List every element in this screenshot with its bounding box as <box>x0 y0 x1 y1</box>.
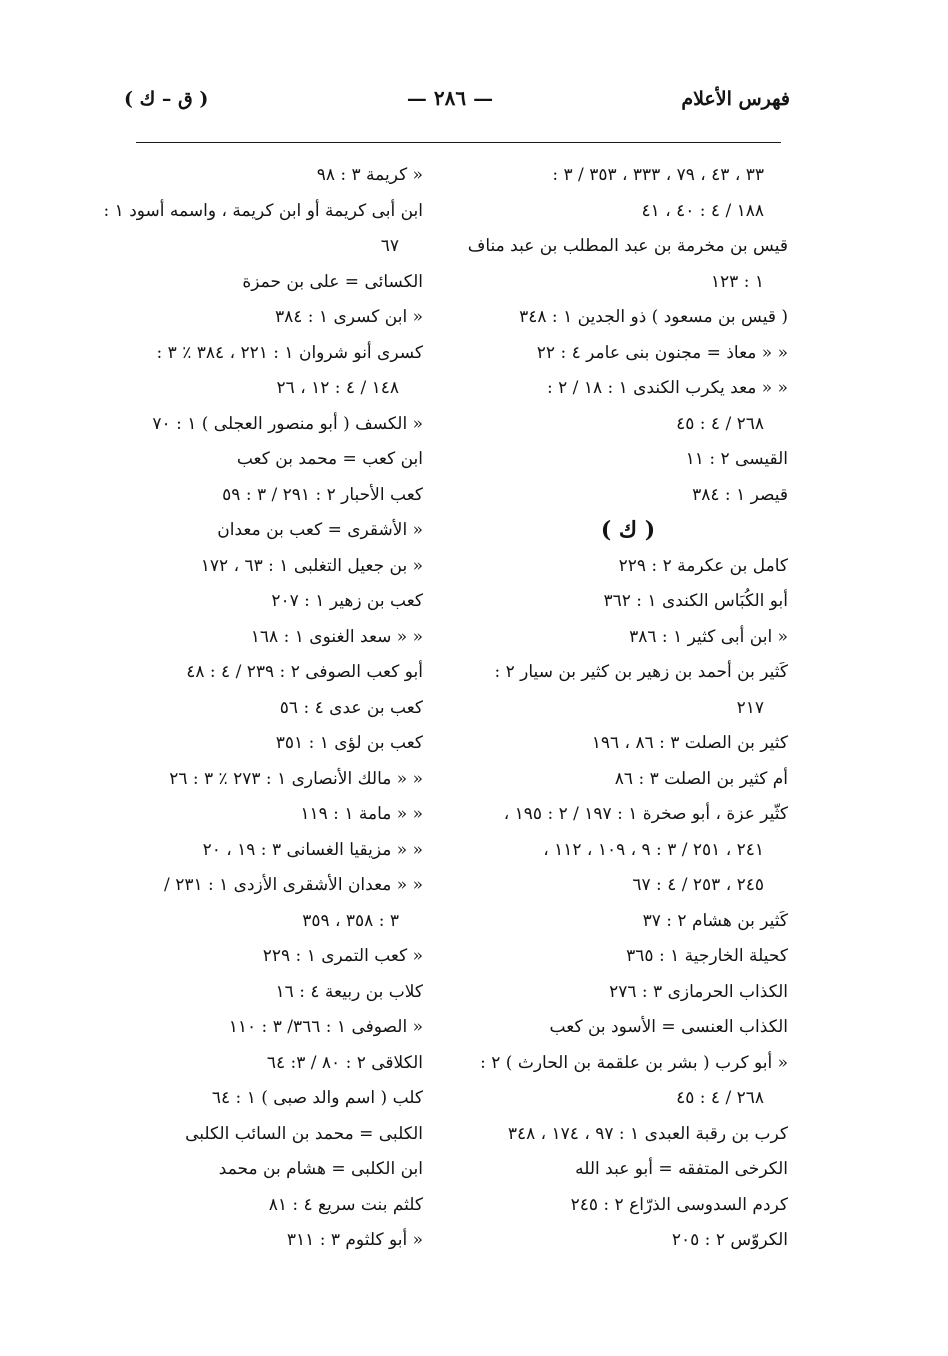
index-entry: قيس بن مخرمة بن عبد المطلب بن عبد مناف <box>467 236 788 256</box>
index-entry: كلاب بن ربيعة ٤ : ١٦ <box>275 981 423 1002</box>
index-entry: كلب ( اسم والد صبى ) ١ : ٦٤ <box>211 1088 423 1108</box>
index-entry: ٢٤٥ ، ٢٥٣ / ٤ : ٦٧ <box>632 875 764 895</box>
page-number: — ٢٨٦ — <box>406 86 494 110</box>
index-entry: ٦٧ <box>380 236 399 256</box>
index-entry: ابن كعب = محمد بن كعب <box>236 449 423 469</box>
index-entry: الكلاقى ٢ : ٨٠ / ٣: ٦٤ <box>266 1052 423 1073</box>
index-entry: « ابن أبى كثير ١ : ٣٨٦ <box>629 626 788 647</box>
index-entry: ٣٣ ، ٤٣ ، ٧٩ ، ٣٣٣ ، ٣٥٣ / ٣ : <box>552 165 764 185</box>
index-entry: « بن جعيل التغلبى ١ : ٦٣ ، ١٧٢ <box>200 555 423 576</box>
index-entry: الكذاب العنسى = الأسود بن كعب <box>549 1017 788 1037</box>
index-entry: كحيلة الخارجية ١ : ٣٦٥ <box>626 946 788 966</box>
index-entry: كثّير عزة ، أبو صخرة ١ : ١٩٧ / ٢ : ١٩٥ ، <box>503 804 788 824</box>
index-entry: « أبو كلثوم ٣ : ٣١١ <box>286 1230 423 1250</box>
index-entry: كعب بن عدى ٤ : ٥٦ <box>279 697 423 718</box>
index-entry: كعب بن زهير ١ : ٢٠٧ <box>271 591 423 611</box>
index-entry: كامل بن عكرمة ٢ : ٢٢٩ <box>618 555 788 576</box>
index-entry: أبو الكُبَاس الكندى ١ : ٣٦٢ <box>603 591 788 611</box>
index-entry: « « مامة ١ : ١١٩ <box>300 804 423 824</box>
index-entry: أم كثير بن الصلت ٣ : ٨٦ <box>614 768 788 789</box>
index-entry: ابن أبى كريمة أو ابن كريمة ، واسمه أسود ١ : <box>103 200 423 221</box>
index-entry: ( قيس بن مسعود ) ذو الجدين ١ : ٣٤٨ <box>519 307 788 327</box>
index-entry: « كعب التمرى ١ : ٢٢٩ <box>262 946 423 966</box>
index-entry: كردم السدوسى الذرّاع ٢ : ٢٤٥ <box>570 1194 788 1215</box>
index-entry: « « معدان الأشقرى الأزدى ١ : ٢٣١ / <box>164 875 423 895</box>
index-title: فهرس الأعلام <box>681 88 790 110</box>
left-column <box>3 158 423 1259</box>
index-entry: « « مزيقيا الغسانى ٣ : ١٩ ، ٢٠ <box>202 839 423 860</box>
index-entry: « « سعد الغنوى ١ : ١٦٨ <box>250 626 423 647</box>
index-entry: القيسى ٢ : ١١ <box>685 449 788 469</box>
letter-range: ( ق – ك ) <box>124 88 209 110</box>
index-entry: الكسائى = على بن حمزة <box>242 271 423 292</box>
index-entry: « أبو كرب ( بشر بن علقمة بن الحارث ) ٢ : <box>480 1052 788 1073</box>
index-entry: ٢٦٨ / ٤ : ٤٥ <box>676 413 764 434</box>
index-entry: كرب بن رقبة العبدى ١ : ٩٧ ، ١٧٤ ، ٣٤٨ <box>507 1123 788 1144</box>
page-header <box>110 84 790 124</box>
index-entry: « ابن كسرى ١ : ٣٨٤ <box>274 307 423 327</box>
index-entry: ١٨٨ / ٤ : ٤٠ ، ٤١ <box>641 200 764 221</box>
index-entry: كعب بن لؤى ١ : ٣٥١ <box>275 733 423 753</box>
index-entry: الكذاب الحرمازى ٣ : ٢٧٦ <box>609 981 788 1002</box>
index-entry: « كريمة ٣ : ٩٨ <box>316 165 423 185</box>
index-entry: أبو كعب الصوفى ٢ : ٢٣٩ / ٤ : ٤٨ <box>186 662 423 682</box>
index-entry: ٢٤١ ، ٢٥١ / ٣ : ٩ ، ١٠٩ ، ١١٢ ، <box>543 839 764 860</box>
index-entry: ٢٦٨ / ٤ : ٤٥ <box>676 1088 764 1108</box>
index-entry: كعب الأحبار ٢ : ٢٩١ / ٣ : ٥٩ <box>222 484 423 505</box>
index-entry: ٣ : ٣٥٨ ، ٣٥٩ <box>302 910 399 931</box>
right-column <box>468 158 788 1259</box>
index-entry: ابن الكلبى = هشام بن محمد <box>218 1159 423 1179</box>
index-entry: قيصر ١ : ٣٨٤ <box>692 484 788 505</box>
index-entry: كَثير بن أحمد بن زهير بن كثير بن سيار ٢ : <box>494 662 788 682</box>
index-entry: ٢١٧ <box>736 697 764 718</box>
index-entry: « الكسف ( أبو منصور العجلى ) ١ : ٧٠ <box>152 413 423 434</box>
index-entry: « « معد يكرب الكندى ١ : ١٨ / ٢ : <box>547 378 788 398</box>
index-entry: كثير بن الصلت ٣ : ٨٦ ، ١٩٦ <box>591 733 788 753</box>
index-entry: « « مالك الأنصارى ١ : ٢٧٣ ٪ ٣ : ٢٦ <box>169 768 423 789</box>
index-entry: ١٤٨ / ٤ : ١٢ ، ٢٦ <box>276 378 399 398</box>
index-entry: كَثير بن هشام ٢ : ٣٧ <box>642 910 788 931</box>
index-entry: الكروّس ٢ : ٢٠٥ <box>671 1230 788 1250</box>
index-entry: كلثم بنت سريع ٤ : ٨١ <box>268 1194 423 1215</box>
index-entry: كسرى أنو شروان ١ : ٢٢١ ، ٣٨٤ ٪ ٣ : <box>156 342 423 363</box>
index-entry: « الأشقرى = كعب بن معدان <box>217 520 423 540</box>
index-entry: ١ : ١٢٣ <box>710 271 764 292</box>
index-entry: الكلبى = محمد بن السائب الكلبى <box>185 1123 423 1144</box>
index-entry: الكرخى المتفقه = أبو عبد الله <box>575 1159 788 1179</box>
index-entry: « « معاذ = مجنون بنى عامر ٤ : ٢٢ <box>536 342 788 363</box>
index-entry: « الصوفى ١ : ٣٦٦/ ٣ : ١١٠ <box>228 1017 423 1037</box>
section-letter: ( ك ) <box>600 517 656 543</box>
header-rule <box>136 142 781 143</box>
